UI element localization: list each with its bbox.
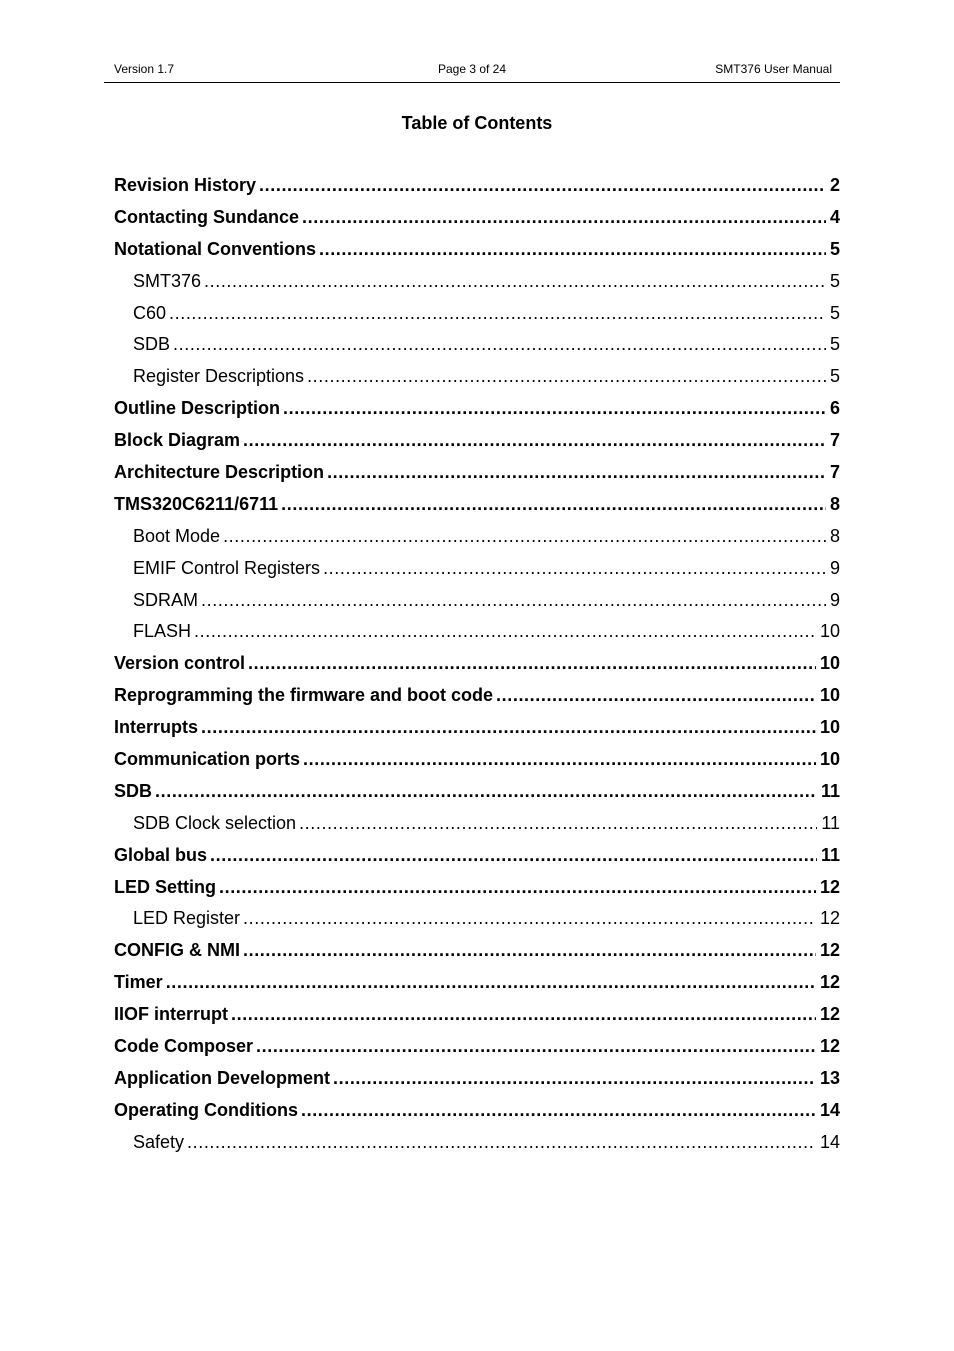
toc-entry[interactable] — [114, 1031, 840, 1063]
toc-entry-label: FLASH — [133, 621, 192, 642]
toc-entry-label: Revision History — [114, 175, 257, 195]
toc-entry[interactable] — [114, 840, 840, 872]
toc-entry[interactable] — [114, 967, 840, 999]
toc-entry[interactable] — [114, 457, 840, 489]
toc-entry-page: 4 — [829, 206, 840, 227]
header-version: Version 1.7 — [114, 62, 175, 76]
toc-entry-label: SDB Clock selection — [133, 812, 297, 833]
toc-subentry[interactable] — [114, 521, 840, 553]
dot-leader — [155, 776, 817, 808]
dot-leader — [256, 1031, 816, 1063]
toc-title: Table of Contents — [401, 113, 553, 133]
toc-entry[interactable] — [114, 648, 840, 680]
dot-leader — [243, 425, 826, 457]
toc-entry-page: 5 — [829, 270, 840, 291]
toc-entry-page: 2 — [829, 175, 840, 195]
dot-leader — [166, 967, 816, 999]
dot-leader — [223, 521, 826, 553]
toc-entry-page: 7 — [829, 462, 840, 483]
header-page-number: Page 3 of 24 — [437, 62, 507, 76]
toc-entry-page: 12 — [819, 908, 840, 929]
dot-leader — [204, 266, 826, 298]
toc-entry-label: CONFIG & NMI — [114, 940, 240, 961]
toc-entry-page: 7 — [829, 430, 840, 451]
dot-leader — [187, 1127, 816, 1159]
toc-entry-label: C60 — [133, 302, 167, 323]
toc-entry[interactable] — [114, 170, 840, 202]
toc-entry-page: 10 — [819, 685, 840, 706]
dot-leader — [299, 808, 817, 840]
toc-entry-label: EMIF Control Registers — [133, 557, 321, 578]
toc-entry[interactable] — [114, 776, 840, 808]
dot-leader — [194, 616, 816, 648]
toc-entry-page: 13 — [819, 1067, 840, 1088]
toc-entry-label: Version control — [114, 653, 246, 674]
toc-entry-page: 14 — [819, 1131, 840, 1152]
dot-leader — [259, 170, 826, 202]
toc-entry-page: 11 — [820, 780, 840, 801]
toc-entry-label: Operating Conditions — [114, 1099, 298, 1120]
dot-leader — [169, 298, 826, 330]
dot-leader — [323, 553, 826, 585]
header-manual-title: SMT376 User Manual — [715, 62, 832, 76]
toc-entry-label: SDB — [114, 780, 153, 801]
dot-leader — [248, 648, 816, 680]
toc-entry[interactable] — [114, 393, 840, 425]
table-of-contents — [114, 170, 840, 1159]
toc-entry-page: 10 — [819, 717, 840, 738]
toc-entry-label: TMS320C6211/6711 — [114, 493, 279, 514]
dot-leader — [173, 329, 826, 361]
toc-entry-page: 10 — [819, 653, 840, 674]
toc-entry[interactable] — [114, 744, 840, 776]
toc-entry-label: LED Setting — [114, 876, 216, 897]
toc-subentry[interactable] — [114, 361, 840, 393]
toc-entry[interactable] — [114, 202, 840, 234]
toc-entry-page: 12 — [819, 972, 840, 993]
page-header — [104, 61, 840, 83]
toc-entry[interactable] — [114, 712, 840, 744]
toc-entry[interactable] — [114, 489, 840, 521]
dot-leader — [333, 1063, 816, 1095]
toc-subentry[interactable] — [114, 553, 840, 585]
toc-entry-page: 11 — [821, 812, 840, 833]
toc-entry-page: 12 — [819, 940, 840, 961]
toc-entry-page: 5 — [829, 302, 840, 323]
dot-leader — [210, 840, 817, 872]
toc-entry-label: Global bus — [114, 844, 208, 865]
toc-entry-page: 5 — [829, 238, 840, 259]
toc-subentry[interactable] — [114, 1127, 840, 1159]
dot-leader — [302, 202, 826, 234]
toc-subentry[interactable] — [114, 329, 840, 361]
toc-entry-label: IIOF interrupt — [114, 1004, 228, 1025]
dot-leader — [303, 744, 816, 776]
toc-entry-page: 8 — [829, 493, 840, 514]
toc-subentry[interactable] — [114, 585, 840, 617]
dot-leader — [201, 712, 816, 744]
toc-entry-page: 8 — [829, 525, 840, 546]
toc-entry-label: Safety — [133, 1131, 185, 1152]
toc-entry-page: 5 — [829, 366, 840, 387]
toc-entry-label: Register Descriptions — [133, 366, 305, 387]
toc-subentry[interactable] — [114, 298, 840, 330]
toc-entry[interactable] — [114, 1063, 840, 1095]
toc-entry-label: Outline Description — [114, 398, 281, 419]
toc-entry-page: 5 — [829, 334, 840, 355]
toc-subentry[interactable] — [114, 808, 840, 840]
dot-leader — [301, 1095, 816, 1127]
dot-leader — [283, 393, 826, 425]
toc-entry-label: SMT376 — [133, 270, 202, 291]
toc-entry-label: Code Composer — [114, 1036, 254, 1057]
toc-entry[interactable] — [114, 234, 840, 266]
toc-entry[interactable] — [114, 680, 840, 712]
toc-entry-page: 10 — [819, 749, 840, 770]
toc-subentry[interactable] — [114, 903, 840, 935]
toc-entry-page: 12 — [819, 876, 840, 897]
toc-entry-page: 9 — [829, 589, 840, 610]
toc-entry-label: Architecture Description — [114, 462, 325, 483]
toc-entry-label: Boot Mode — [133, 525, 221, 546]
dot-leader — [327, 457, 826, 489]
toc-entry-label: Application Development — [114, 1067, 331, 1088]
toc-entry-label: Block Diagram — [114, 430, 241, 451]
dot-leader — [496, 680, 816, 712]
toc-entry-label: Notational Conventions — [114, 238, 316, 259]
toc-entry-label: Timer — [114, 972, 163, 993]
dot-leader — [231, 999, 816, 1031]
toc-entry-page: 6 — [829, 398, 840, 419]
toc-entry[interactable] — [114, 935, 840, 967]
toc-entry-page: 10 — [819, 621, 840, 642]
toc-entry-label: Contacting Sundance — [114, 206, 300, 227]
toc-entry-page: 12 — [819, 1036, 840, 1057]
dot-leader — [243, 935, 816, 967]
toc-entry[interactable] — [114, 872, 840, 904]
toc-subentry[interactable] — [114, 616, 840, 648]
toc-entry-label: Reprogramming the firmware and boot code — [114, 685, 494, 706]
toc-entry-label: Communication ports — [114, 749, 301, 770]
toc-entry[interactable] — [114, 1095, 840, 1127]
toc-entry-label: Interrupts — [114, 717, 199, 738]
dot-leader — [201, 585, 826, 617]
toc-entry-page: 14 — [819, 1099, 840, 1120]
dot-leader — [319, 234, 826, 266]
toc-entry-label: SDRAM — [133, 589, 199, 610]
toc-entry[interactable] — [114, 999, 840, 1031]
toc-subentry[interactable] — [114, 266, 840, 298]
dot-leader — [307, 361, 826, 393]
dot-leader — [243, 903, 816, 935]
toc-entry-page: 11 — [820, 844, 840, 865]
toc-entry-page: 9 — [829, 557, 840, 578]
dot-leader — [219, 872, 816, 904]
toc-entry[interactable] — [114, 425, 840, 457]
toc-entry-label: SDB — [133, 334, 171, 355]
toc-entry-label: LED Register — [133, 908, 241, 929]
dot-leader — [281, 489, 826, 521]
toc-entry-page: 12 — [819, 1004, 840, 1025]
